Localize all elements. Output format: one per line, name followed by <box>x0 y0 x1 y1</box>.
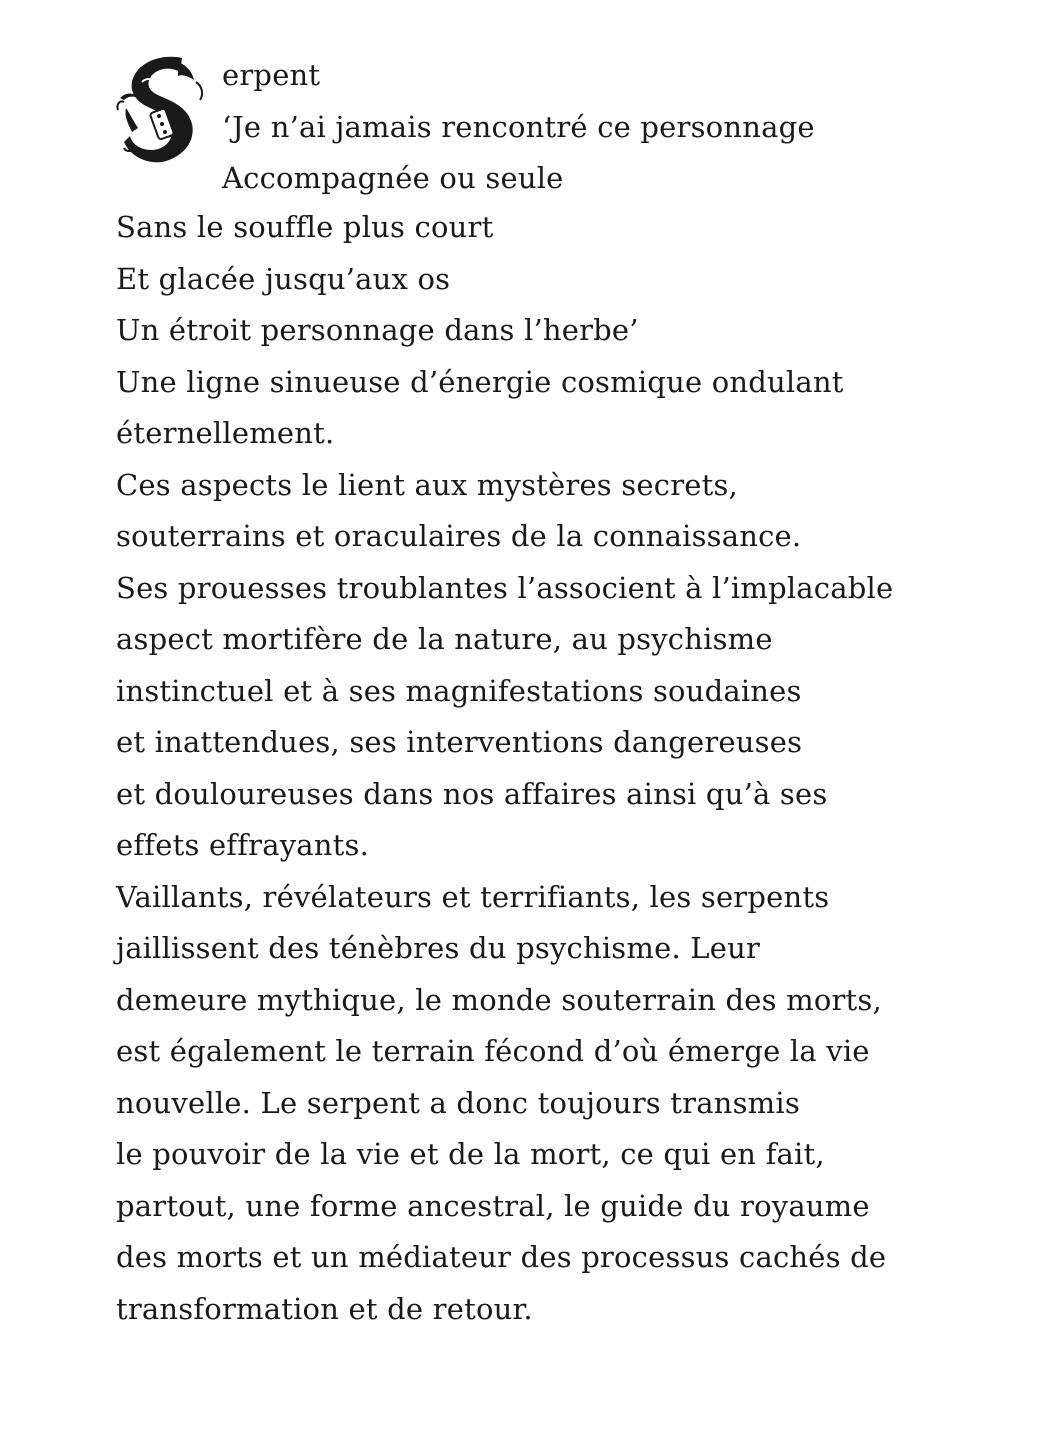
poem-body <box>116 202 893 1335</box>
poem-line: Et glacée jusqu’aux os <box>116 261 451 296</box>
prose-line: jaillissent des ténèbres du psychisme. Leur <box>116 931 761 965</box>
poem-line: ‘Je n’ai jamais rencontré ce personnage <box>222 109 815 144</box>
prose-line: partout, une forme ancestral, le guide du royaume <box>116 1188 870 1223</box>
prose-line: Ses prouesses troublantes l’associent à l’implacable <box>116 570 894 605</box>
prose-line: Ces aspects le lient aux mystères secrets, <box>116 467 738 502</box>
prose-line: éternellement. <box>116 416 335 450</box>
prose-line: Une ligne sinueuse d’énergie cosmique ondulant <box>116 364 844 399</box>
prose-line: demeure mythique, le monde souterrain des morts, <box>116 982 882 1017</box>
poem-opening <box>222 50 815 205</box>
poem-line: Sans le souffle plus court <box>116 210 494 244</box>
prose-line: nouvelle. Le serpent a donc toujours transmis <box>116 1085 800 1120</box>
prose-line: souterrains et oraculaires de la connaissance. <box>116 519 802 553</box>
prose-line: transformation et de retour. <box>116 1291 533 1326</box>
prose-line: et douloureuses dans nos affaires ainsi qu’à ses <box>116 776 828 811</box>
poem-line: Un étroit personnage dans l’herbe’ <box>116 313 639 347</box>
dropcap-s <box>112 52 208 168</box>
poem-line: Accompagnée ou seule <box>222 161 564 195</box>
prose-line: est également le terrain fécond d’où émerge la vie <box>116 1034 870 1068</box>
prose-line: effets effrayants. <box>116 828 370 862</box>
poem-title: erpent <box>222 58 321 92</box>
prose-line: aspect mortifère de la nature, au psychisme <box>116 622 773 656</box>
prose-line: et inattendues, ses interventions dangereuses <box>116 725 803 759</box>
prose-line: des morts et un médiateur des processus cachés de <box>116 1240 887 1274</box>
prose-line: le pouvoir de la vie et de la mort, ce qui en fait, <box>116 1137 825 1171</box>
ornamental-s-icon <box>112 52 208 168</box>
prose-line: Vaillants, révélateurs et terrifiants, les serpents <box>116 879 830 914</box>
prose-line: instinctuel et à ses magnifestations soudaines <box>116 673 802 708</box>
